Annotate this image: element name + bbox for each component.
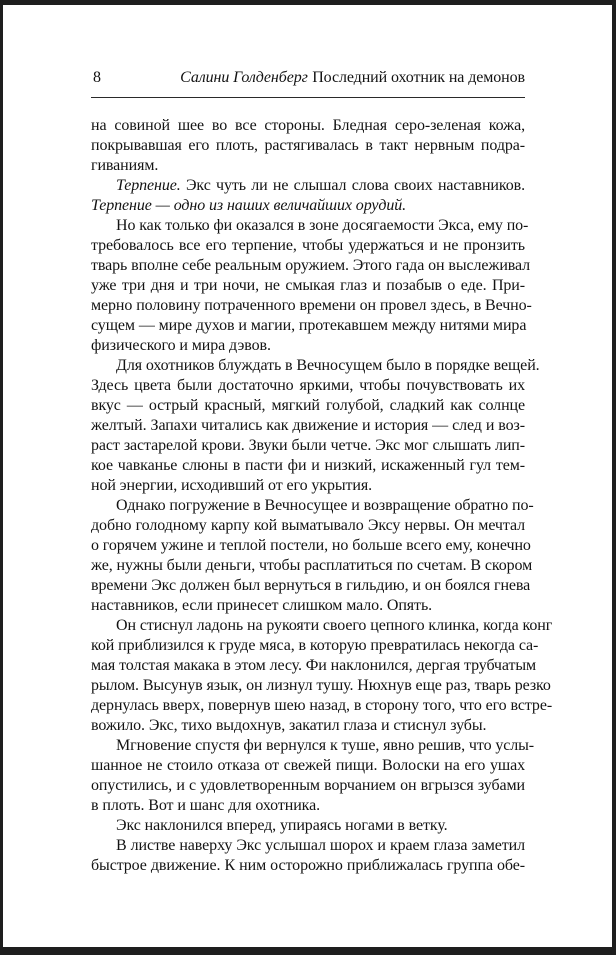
text-run: мая толстая макака в этом лесу. Фи наклонился, дергая трубчатым	[91, 657, 537, 674]
body-text	[91, 116, 553, 876]
text-line	[91, 376, 525, 396]
text-line	[91, 176, 525, 196]
text-run: Но как только фи оказался в зоне досягаемости Экса, ему по-	[116, 217, 529, 234]
text-run: требовалось все его терпение, чтобы удержаться и не пронзить	[91, 237, 525, 254]
text-line	[91, 756, 525, 776]
text-run: наставников, если принесет слишком мало. Опять.	[91, 597, 433, 614]
running-title-text: Последний охотник на демонов	[312, 69, 525, 86]
running-title-author: Салини Голденберг	[180, 69, 308, 86]
text-line	[91, 256, 531, 276]
text-run-italic: Терпение — одно из наших величайших орудий.	[91, 197, 407, 214]
text-line	[91, 136, 525, 156]
text-line	[91, 856, 525, 876]
text-line	[91, 696, 553, 716]
text-line	[91, 196, 525, 216]
text-run: же, нужны были деньги, чтобы расплатиться по счетам. В скором	[91, 557, 533, 574]
text-run: быстрое движение. К ним осторожно приближалась группа обе-	[91, 857, 525, 874]
text-run-italic: Терпение.	[116, 177, 181, 194]
text-run: Здесь цвета были достаточно яркими, чтобы почувствовать их	[91, 377, 525, 394]
text-line	[91, 596, 525, 616]
text-run: времени Экс должен был вернуться в гильдию, и он боялся гнева	[91, 577, 531, 594]
text-run: ной энергии, исходивший от его укрытия.	[91, 477, 373, 494]
text-line	[91, 356, 540, 376]
text-line	[91, 816, 525, 836]
text-run: Экс чуть ли не слышал слова своих наставников.	[180, 177, 525, 194]
text-run: добно голодному карпу кой выматывало Эксу нервы. Он мечтал	[91, 517, 525, 534]
text-run: гиваниям.	[91, 157, 159, 174]
text-line	[91, 616, 553, 636]
text-line	[91, 516, 525, 536]
text-run: уже три дня и три ночи, не смыкая глаз и позабыв о еде. При-	[91, 277, 525, 294]
text-run: рылом. Высунув язык, он лизнул тушу. Нюхнув еще раз, тварь резко	[91, 677, 551, 694]
text-line	[91, 296, 532, 316]
text-run: тварь вполне себе реальным оружием. Этого гада он выслеживал	[91, 257, 531, 274]
text-line	[91, 536, 531, 556]
text-line	[91, 656, 537, 676]
text-line	[91, 576, 531, 596]
text-run: вожило. Экс, тихо выдохнув, закатил глаза и стиснул зубы.	[91, 717, 487, 734]
text-run: Для охотников блуждать в Вечносущем было в порядке вещей.	[116, 357, 540, 374]
text-line	[91, 436, 525, 456]
text-run: шанное не стоило отказа от свежей пищи. Волоски на его ушах	[91, 757, 525, 774]
text-run: желтый. Запахи читались как движение и история — след и воз-	[91, 417, 525, 434]
page-number: 8	[93, 69, 101, 86]
text-run: Он стиснул ладонь на рукояти своего цепного клинка, когда конг	[116, 617, 553, 634]
page-content	[3, 5, 612, 876]
text-run: в плоть. Вот и шанс для охотника.	[91, 797, 320, 814]
text-run: дернулась вверх, повернув шею назад, в сторону того, что его встре-	[91, 697, 553, 714]
text-run: кой приблизился к груде мяса, в которую превратилась некогда са-	[91, 637, 539, 654]
text-line	[91, 716, 525, 736]
text-run: раст застарелой крови. Звуки были четче. Экс мог слышать лип-	[91, 437, 525, 454]
text-line	[91, 496, 534, 516]
text-run: Мгновение спустя фи вернулся к туше, явно решив, что услы-	[116, 737, 535, 754]
text-run: вкус — острый красный, мягкий голубой, сладкий как солнце	[91, 397, 525, 414]
text-line	[91, 676, 551, 696]
text-line	[91, 836, 525, 856]
text-run: покрывавшая его плоть, растягивалась в такт нервным подра-	[91, 137, 525, 154]
text-line	[91, 396, 525, 416]
text-run: сущем — мире духов и магии, протекавшем между нитями мира	[91, 317, 527, 334]
text-line	[91, 636, 539, 656]
text-line	[91, 776, 525, 796]
running-title	[180, 68, 525, 88]
text-run: Экс наклонился вперед, упираясь ногами в ветку.	[116, 817, 448, 834]
text-line	[91, 556, 533, 576]
text-line	[91, 796, 525, 816]
text-run: кое чавканье слюны в пасти фи и низкий, искаженный гул тем-	[91, 457, 525, 474]
text-line	[91, 456, 525, 476]
text-line	[91, 276, 525, 296]
text-run: В листве наверху Экс услышал шорох и краем глаза заметил	[116, 837, 525, 854]
text-run: мерно половину потраченного времени он провел здесь, в Вечно-	[91, 297, 532, 314]
text-run: физического и мира дэвов.	[91, 337, 271, 354]
text-line	[91, 236, 525, 256]
text-line	[91, 416, 525, 436]
text-run: на совиной шее во все стороны. Бледная серо-зеленая кожа,	[91, 117, 525, 134]
text-line	[91, 116, 525, 136]
text-line	[91, 736, 535, 756]
page-header	[91, 68, 525, 98]
text-line	[91, 216, 529, 236]
text-line	[91, 156, 525, 176]
text-run: о горячем ужине и теплой постели, но больше всего ему, конечно	[91, 537, 531, 554]
text-line	[91, 336, 525, 356]
text-run: Однако погружение в Вечносущее и возвращение обратно по-	[116, 497, 534, 514]
text-line	[91, 476, 525, 496]
text-run: опустились, и с удовлетворенным ворчанием он вгрызся зубами	[91, 777, 525, 794]
text-line	[91, 316, 525, 336]
